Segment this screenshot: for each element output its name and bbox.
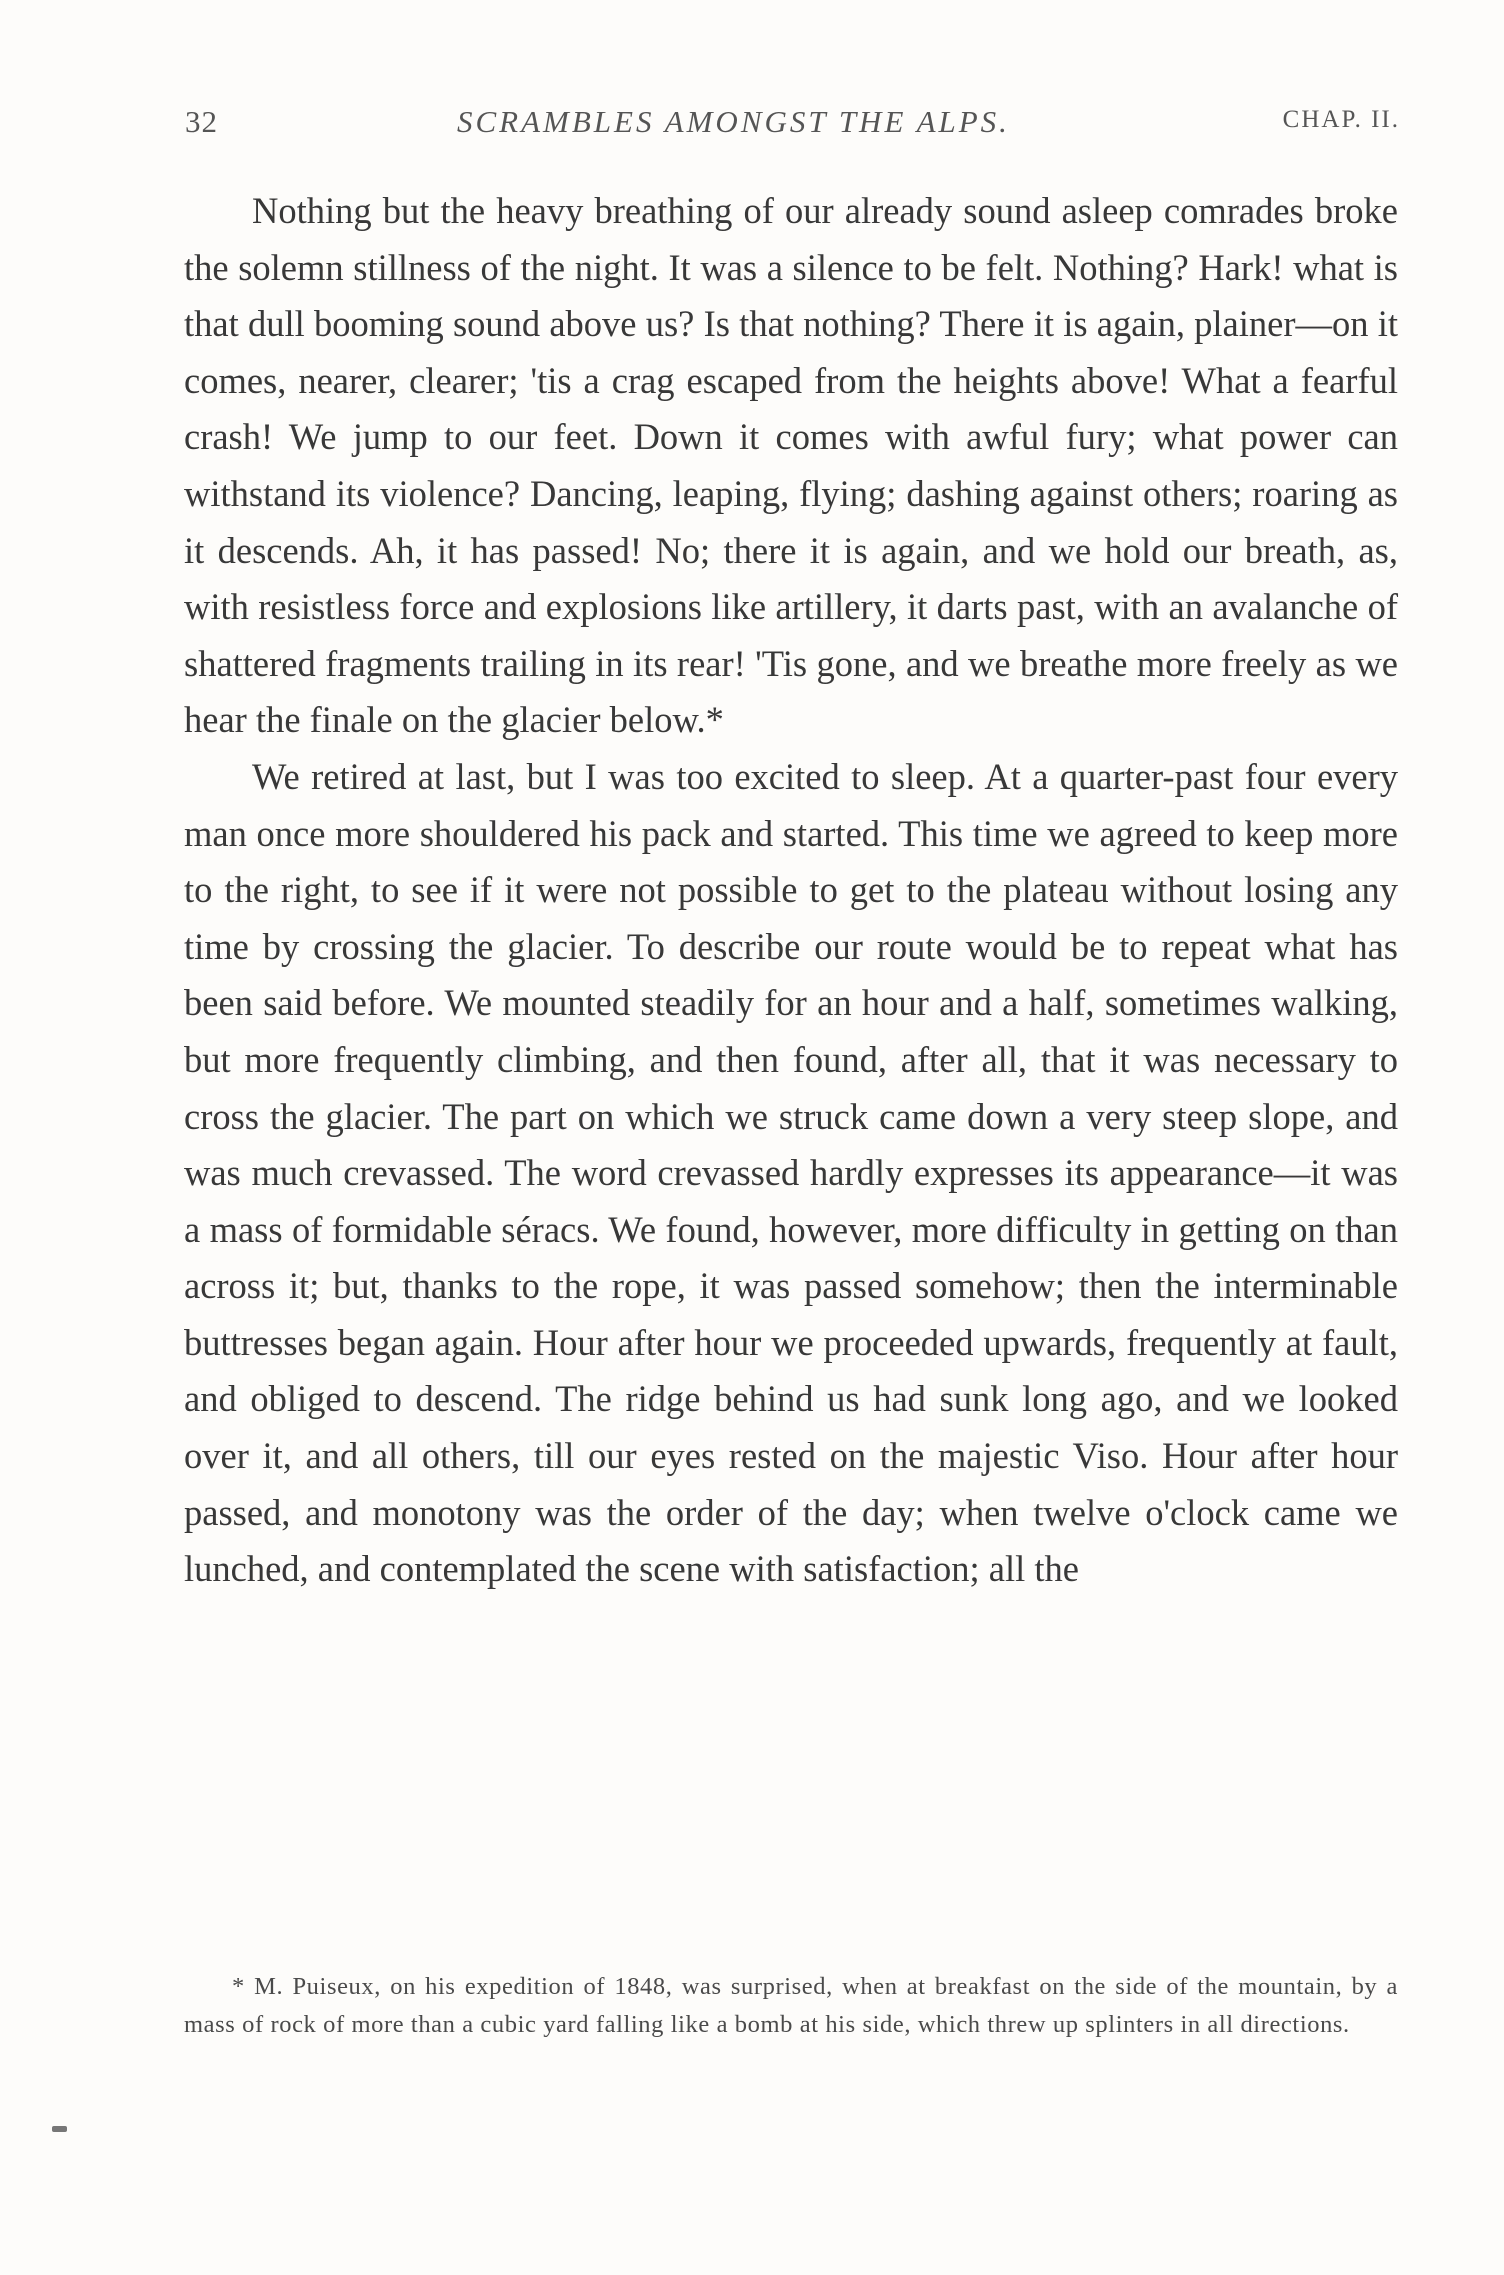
chapter-label: CHAP. II. xyxy=(1282,106,1400,133)
page-number: 32 xyxy=(185,104,218,139)
body-text xyxy=(184,183,1398,1598)
page-header xyxy=(185,104,1400,154)
paragraph-2: We retired at last, but I was too excited to sleep. At a quarter-past four every man once more shouldered his pack and started. This time we agreed to keep more to the right, to see if it were not possible to get to the plateau without losing any time by crossing the glacier. To describe our route would be to repeat what has been said before. We mounted steadily for an hour and a half, sometimes walking, but more frequently climbing, and then found, after all, that it was necessary to cross the glacier. The part on which we struck came down a very steep slope, and was much crevassed. The word crevassed hardly expresses its appearance—it was a mass of formidable séracs. We found, however, more difficulty in getting on than across it; but, thanks to the rope, it was passed somehow; then the interminable buttresses began again. Hour after hour we proceeded upwards, frequently at fault, and obliged to descend. The ridge behind us had sunk long ago, and we looked over it, and all others, till our eyes rested on the majestic Viso. Hour after hour passed, and monotony was the order of the day; when twelve o'clock came we lunched, and contemplated the scene with satisfaction; all the xyxy=(184,755,1398,1590)
stray-ink-mark xyxy=(52,2126,67,2132)
running-title: SCRAMBLES AMONGST THE ALPS. xyxy=(457,104,1010,139)
footnote: * M. Puiseux, on his expedition of 1848, was surprised, when at breakfast on the side of the mountain, by a mass of rock of more than a cubic yard falling like a bomb at his side, which threw up splinters in all directions. xyxy=(184,1973,1398,2038)
paragraph-1: Nothing but the heavy breathing of our already sound asleep comrades broke the solemn stillness of the night. It was a silence to be felt. Nothing? Hark! what is that dull booming sound above us? Is that nothing? There it is again, plainer—on it comes, nearer, clearer; 'tis a crag escaped from the heights above! What a fearful crash! We jump to our feet. Down it comes with awful fury; what power can withstand its violence? Dancing, leaping, flying; dashing against others; roaring as it descends. Ah, it has passed! No; there it is again, and we hold our breath, as, with resistless force and explosions like artillery, it darts past, with an avalanche of shattered fragments trailing in its rear! 'Tis gone, and we breathe more freely as we hear the finale on the glacier below.* xyxy=(184,190,1398,741)
